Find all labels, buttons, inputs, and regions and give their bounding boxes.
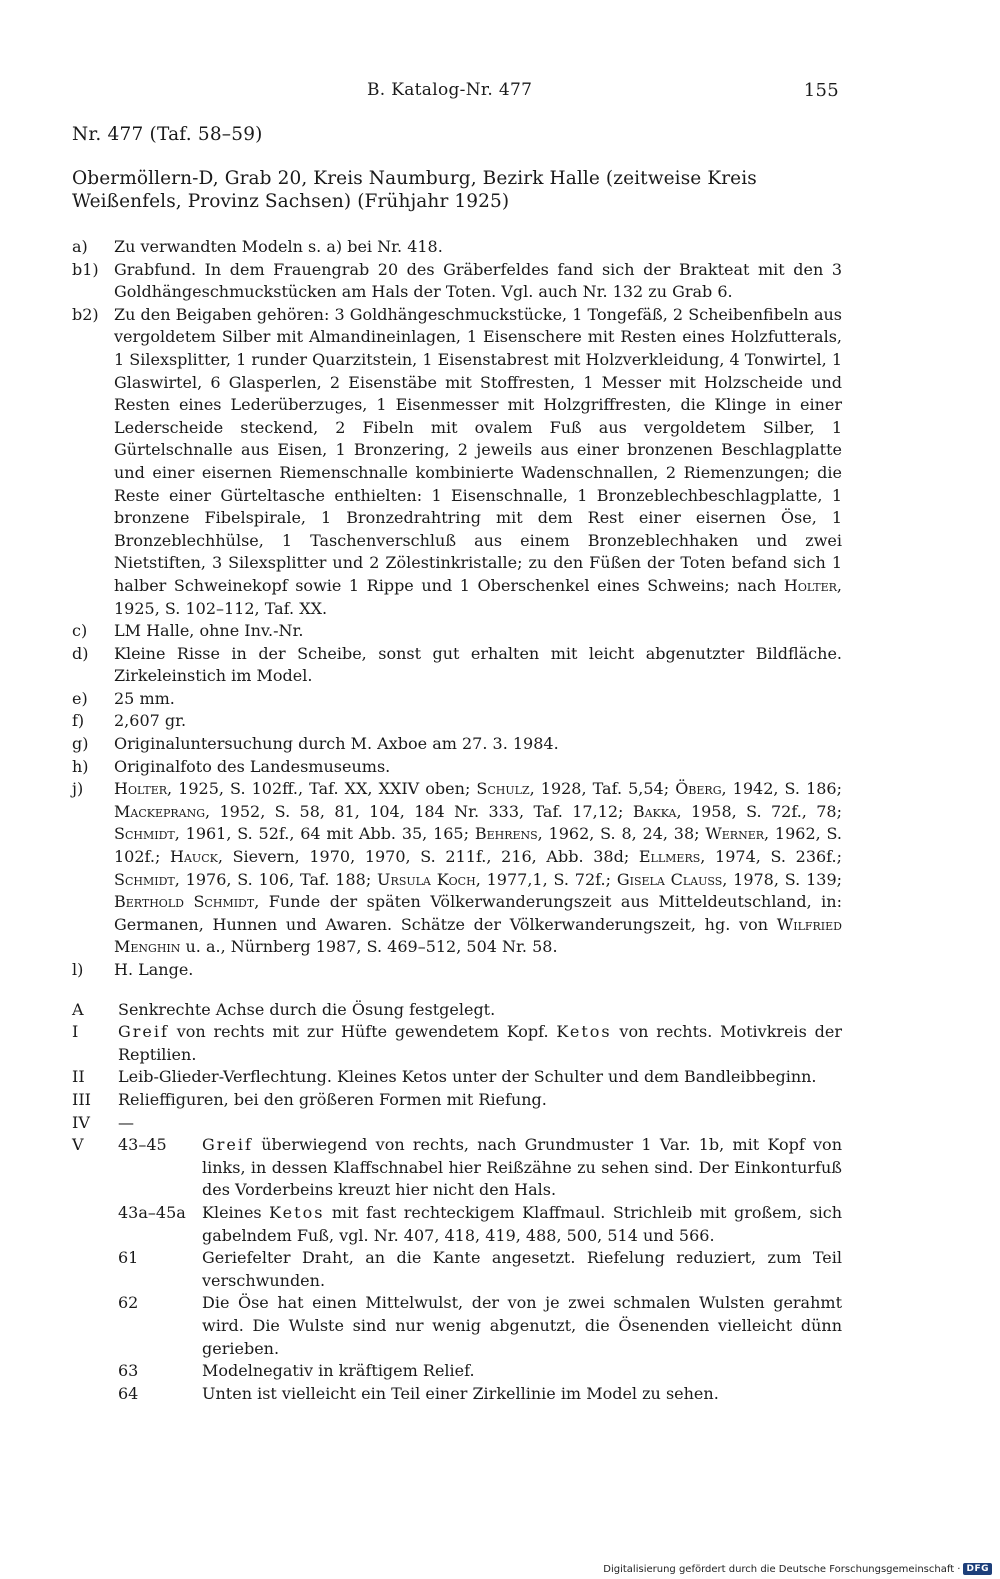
author-name: Bakka — [632, 801, 677, 821]
author-name: Behrens — [474, 824, 538, 844]
page-header — [72, 72, 842, 106]
code-key: IV — [72, 1112, 90, 1132]
motif-term: Greif — [202, 1135, 253, 1155]
code-V-entries — [118, 1134, 842, 1405]
item-text — [114, 304, 842, 620]
item-text: Grabfund. In dem Frauengrab 20 des Gräberfeldes fand sich der Brakteat mit den 3 Goldhängeschmuckstücken am Hals der Toten. Vgl. auch Nr. 132 zu Grab 6. — [114, 259, 842, 302]
find-location: Obermöllern-D, Grab 20, Kreis Naumburg, Bezirk Halle (zeitweise Kreis Weißenfels, Provinz Sachsen) (Frühjahr 1925) — [72, 168, 757, 212]
detail-body: überwiegend von rechts, nach Grundmuster 1 Var. 1b, mit Kopf von links, in dessen Klaffschnabel hier Reißzähne zu sehen sind. Der Einkonturfuß des Vorderbeins kreuzt hier nicht den Hals. — [202, 1135, 842, 1200]
code-V — [72, 1134, 842, 1405]
citation-text: , 1977,1, S. 72f.; — [475, 869, 617, 889]
citation-text: , 1925, S. 102ff., Taf. XX, XXIV oben; — [167, 779, 477, 799]
author-name: Berthold Schmidt — [114, 892, 255, 912]
item-text: Kleine Risse in der Scheibe, sonst gut erhalten mit leicht abgenutzter Bildfläche. Zirkeleinstich im Model. — [114, 643, 842, 686]
citation-text: , 1962, S. 102f.; — [114, 824, 843, 867]
item-text: Originaluntersuchung durch M. Axboe am 27. 3. 1984. — [114, 734, 559, 754]
running-title: B. Katalog-Nr. 477 — [367, 80, 533, 100]
detail-number: 43a–45a — [118, 1202, 186, 1222]
entry-title: Nr. 477 (Taf. 58–59) — [72, 124, 263, 145]
author-name: Schmidt — [114, 869, 175, 889]
detail-text: Die Öse hat einen Mittelwulst, der von je zwei schmalen Wulsten gerahmt wird. Die Wulste sind nur wenig abgenutzt, die Ösenenden vielleicht dünn gerieben. — [202, 1293, 842, 1358]
detail-number: 64 — [118, 1383, 139, 1403]
item-key: h) — [72, 756, 89, 776]
code-key: III — [72, 1089, 91, 1109]
code-text — [118, 1021, 842, 1066]
motif-term: Greif — [118, 1022, 169, 1042]
detail-text — [202, 1202, 842, 1247]
detail-body: mit fast rechteckigem Klaffmaul. Strichleib mit großem, sich gabelndem Fuß, vgl. Nr. 407, 418, 419, 488, 500, 514 und 566. — [202, 1202, 842, 1245]
detail-entry — [118, 1247, 842, 1292]
code-IV — [72, 1112, 842, 1135]
citation-text: , 1976, S. 106, Taf. 188; — [174, 869, 378, 889]
item-a — [72, 236, 842, 259]
author-name: Gisela Clauss — [616, 869, 723, 889]
citation-text: , Sievern, 1970, 1970, S. 211f., 216, Abb. 38d; — [217, 847, 639, 867]
detail-number: 63 — [118, 1361, 139, 1381]
item-key: b1) — [72, 259, 99, 279]
motif-text: von rechts. Motivkreis der Reptilien. — [118, 1022, 843, 1064]
item-text: 2,607 gr. — [114, 711, 187, 731]
author-name: Holter — [783, 575, 837, 595]
author-name: Holter — [114, 779, 168, 799]
citation-text: , 1974, S. 236f.; — [700, 847, 843, 867]
dfg-logo: DFG — [963, 1563, 992, 1575]
item-key: l) — [72, 960, 84, 979]
item-h — [72, 756, 842, 779]
item-b2 — [72, 304, 842, 620]
author-name: Schmidt — [114, 824, 175, 844]
author-name: Hauck — [170, 847, 218, 867]
footer-text: Digitalisierung gefördert durch die Deutsche Forschungsgemeinschaft · — [603, 1563, 961, 1575]
code-key: V — [72, 1135, 84, 1155]
citation-text: , 1925, S. 102–112, Taf. XX. — [114, 575, 842, 618]
item-f — [72, 710, 842, 733]
code-A — [72, 999, 842, 1022]
detail-number: 62 — [118, 1293, 139, 1313]
detail-entry — [118, 1202, 842, 1247]
iconography-codes — [72, 999, 842, 1406]
item-key: c) — [72, 621, 88, 641]
item-key: j) — [72, 779, 84, 799]
document-page — [72, 72, 842, 1405]
author-name: Mackeprang — [114, 801, 206, 821]
code-key: I — [72, 1022, 79, 1042]
citation-text: , 1958, S. 72f., 78; — [676, 801, 843, 821]
citation-text: , 1928, Taf. 5,54; — [529, 779, 676, 799]
detail-prefix: Kleines — [202, 1202, 270, 1222]
detail-text: Modelnegativ in kräftigem Relief. — [202, 1361, 475, 1381]
item-key: g) — [72, 734, 89, 754]
detail-entry — [118, 1292, 842, 1360]
author-name: Ellmers — [638, 847, 701, 867]
item-key: d) — [72, 643, 89, 663]
citation-text: , 1942, S. 186; — [721, 779, 842, 799]
author-name: Schulz — [476, 779, 530, 799]
item-key: e) — [72, 688, 88, 708]
citation-text: u. a., Nürnberg 1987, S. 469–512, 504 Nr. 58. — [180, 937, 558, 957]
item-key: b2) — [72, 304, 99, 324]
detail-entry — [118, 1360, 842, 1383]
motif-term: Ketos — [269, 1202, 325, 1222]
author-name: Werner — [705, 824, 765, 844]
item-key: f) — [72, 711, 85, 731]
code-key: A — [72, 999, 84, 1019]
digitization-footer — [603, 1563, 992, 1575]
bibliography-text — [114, 778, 842, 959]
detail-text: Geriefelter Draht, an die Kante angesetzt. Riefelung reduziert, zum Teil verschwunden. — [202, 1248, 842, 1290]
item-c — [72, 620, 842, 643]
code-text: Relieffiguren, bei den größeren Formen mit Riefung. — [118, 1089, 547, 1109]
citation-text: , 1978, S. 139; — [722, 869, 843, 889]
item-text: Zu verwandten Modeln s. a) bei Nr. 418. — [114, 237, 443, 256]
code-text: Leib-Glieder-Verflechtung. Kleines Ketos unter der Schulter und dem Bandleibbeginn. — [118, 1067, 817, 1087]
item-text: Originalfoto des Landesmuseums. — [114, 756, 391, 776]
page-number: 155 — [803, 80, 839, 101]
citation-text: , 1961, S. 52f., 64 mit Abb. 35, 165; — [174, 824, 475, 844]
detail-text: Unten ist vielleicht ein Teil einer Zirkellinie im Model zu sehen. — [202, 1383, 719, 1403]
detail-entry — [118, 1383, 842, 1406]
motif-text: von rechts mit zur Hüfte gewendetem Kopf. — [168, 1022, 557, 1042]
item-d — [72, 643, 842, 688]
code-text: Senkrechte Achse durch die Ösung festgelegt. — [118, 999, 496, 1019]
item-key: a) — [72, 237, 88, 256]
item-text: H. Lange. — [114, 960, 194, 979]
item-text: LM Halle, ohne Inv.-Nr. — [114, 621, 304, 641]
code-III — [72, 1089, 842, 1112]
detail-text — [202, 1134, 842, 1202]
item-g — [72, 733, 842, 756]
item-j — [72, 778, 842, 959]
citation-text: , 1962, S. 8, 24, 38; — [537, 824, 706, 844]
detail-entry — [118, 1134, 842, 1202]
code-I — [72, 1021, 842, 1066]
code-text: — — [118, 1112, 134, 1132]
item-text: 25 mm. — [114, 688, 175, 708]
citation-text: , Funde der späten Völkerwanderungszeit aus Mitteldeutschland, in: Germanen, Hunnen und Awaren. Schätze der Völkerwanderungszeit, hg. von — [114, 892, 842, 934]
item-b1 — [72, 259, 842, 304]
catalog-items — [72, 236, 842, 982]
code-key: II — [72, 1067, 85, 1087]
detail-number: 43–45 — [118, 1135, 167, 1155]
code-II — [72, 1066, 842, 1089]
author-name: Ursula Koch — [377, 869, 476, 889]
author-name: Öberg — [675, 779, 722, 799]
item-l — [72, 959, 842, 982]
grave-goods-text: Zu den Beigaben gehören: 3 Goldhängeschmuckstücke, 1 Tongefäß, 2 Scheibenfibeln aus vergoldetem Silber mit Almandineinlagen, 1 Eisenschere mit Resten eines Holzfutterals, 1 Silexsplitter, 1 runder Quarzitstein, 1 Eisenstabrest mit Holzverkleidung, 4 Tonwirtel, 1 Glaswirtel, 6 Glasperlen, 2 Eisenstäbe mit Stoffresten, 1 Messer mit Holzscheide und Resten eines Lederüberzuges, 1 Eisenmesser mit Holzgriffresten, die Klinge in einer Lederscheide steckend, 2 Fibeln mit ovalem Fuß aus vergoldetem Silber, 1 Gürtelschnalle aus Eisen, 1 Bronzering, 2 jeweils aus einer bronzenen Beschlagplatte und einer eisernen Riemenschnalle kombinierte Wadenschnallen, 2 Riemenzungen; die Reste einer Gürteltasche enthielten: 1 Eisenschnalle, 1 Bronzeblechbeschlagplatte, 1 bronzene Fibelspirale, 1 Bronzedrahtring mit dem Rest einer eisernen Öse, 1 Bronzeblechhülse, 1 Taschenverschluß aus einem Bronzeblechhaken und zwei Nietstiften, 3 Silexsplitter und 2 Zölestinkristalle; zu den Füßen der Toten befand sich 1 halber Schweinekopf sowie 1 Rippe und 1 Oberschenkel eines Schweins; nach — [114, 304, 842, 595]
author-name: Wilfried Menghin — [114, 914, 842, 957]
citation-text: , 1952, S. 58, 81, 104, 184 Nr. 333, Taf. 17,12; — [205, 801, 633, 821]
detail-number: 61 — [118, 1248, 139, 1268]
motif-term: Ketos — [556, 1022, 612, 1042]
item-e — [72, 688, 842, 711]
